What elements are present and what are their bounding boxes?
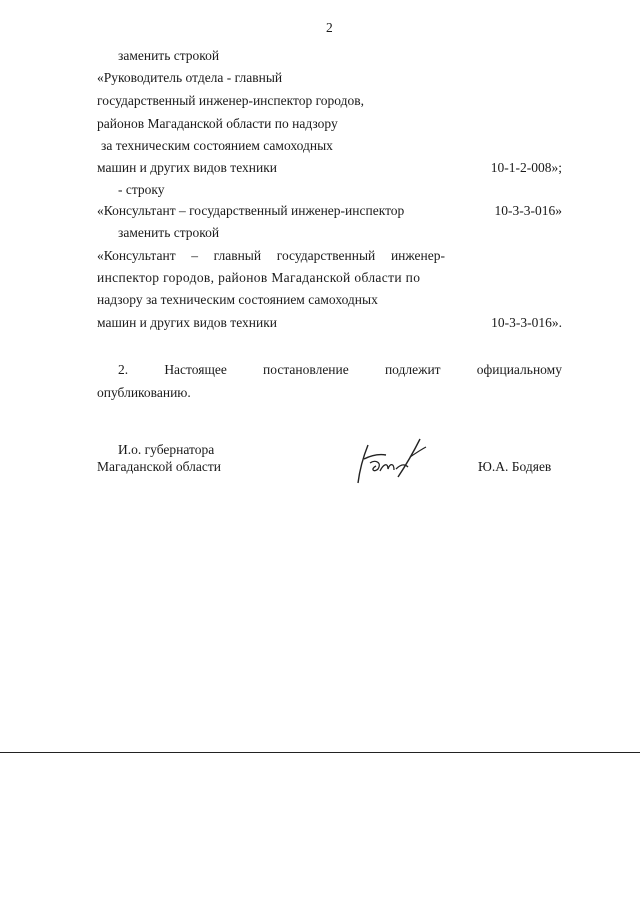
word: Настоящее bbox=[164, 362, 227, 377]
page-number: 2 bbox=[326, 20, 333, 35]
position-code: 10-3-3-016». bbox=[491, 315, 562, 330]
position-text-line: государственный инженер-инспектор городов, bbox=[97, 93, 365, 108]
signatory-name: Ю.А. Бодяев bbox=[478, 459, 552, 474]
word: – bbox=[191, 248, 198, 263]
signatory-title: И.о. губернатора bbox=[118, 442, 215, 457]
clause-2-line1 bbox=[118, 362, 562, 378]
replace-instruction-1: заменить строкой bbox=[118, 48, 220, 63]
position-text-line: районов Магаданской области по надзору bbox=[97, 116, 338, 131]
replace-instruction-2: заменить строкой bbox=[118, 225, 220, 240]
word: государственный bbox=[276, 248, 376, 263]
word: подлежит bbox=[384, 362, 441, 377]
justified-line bbox=[97, 248, 445, 264]
position-code: 10-1-2-008»; bbox=[490, 160, 562, 175]
signatory-region: Магаданской области bbox=[97, 459, 221, 474]
clause-2-line2: опубликованию. bbox=[97, 385, 191, 400]
word: главный bbox=[213, 248, 262, 263]
position-text-line: инспектор городов, районов Магаданской области по bbox=[97, 270, 421, 285]
position-text-line: «Консультант – государственный инженер-инспектор bbox=[97, 203, 405, 218]
page-bottom-rule bbox=[0, 752, 640, 753]
dash-line: - строку bbox=[118, 182, 165, 197]
position-text-line: за техническим состоянием самоходных bbox=[101, 138, 333, 153]
word: официальному bbox=[476, 362, 562, 377]
position-text-line: машин и других видов техники bbox=[97, 315, 278, 330]
position-text-line: «Руководитель отдела - главный bbox=[97, 70, 283, 85]
word: 2. bbox=[118, 362, 129, 377]
position-code: 10-3-3-016» bbox=[494, 203, 562, 218]
word: постановление bbox=[263, 362, 349, 377]
position-text-line: машин и других видов техники bbox=[97, 160, 278, 175]
word: «Консультант bbox=[97, 248, 176, 263]
position-text-line: надзору за техническим состоянием самоходных bbox=[97, 292, 378, 307]
word: инженер- bbox=[390, 248, 445, 263]
handwritten-signature bbox=[350, 433, 430, 489]
